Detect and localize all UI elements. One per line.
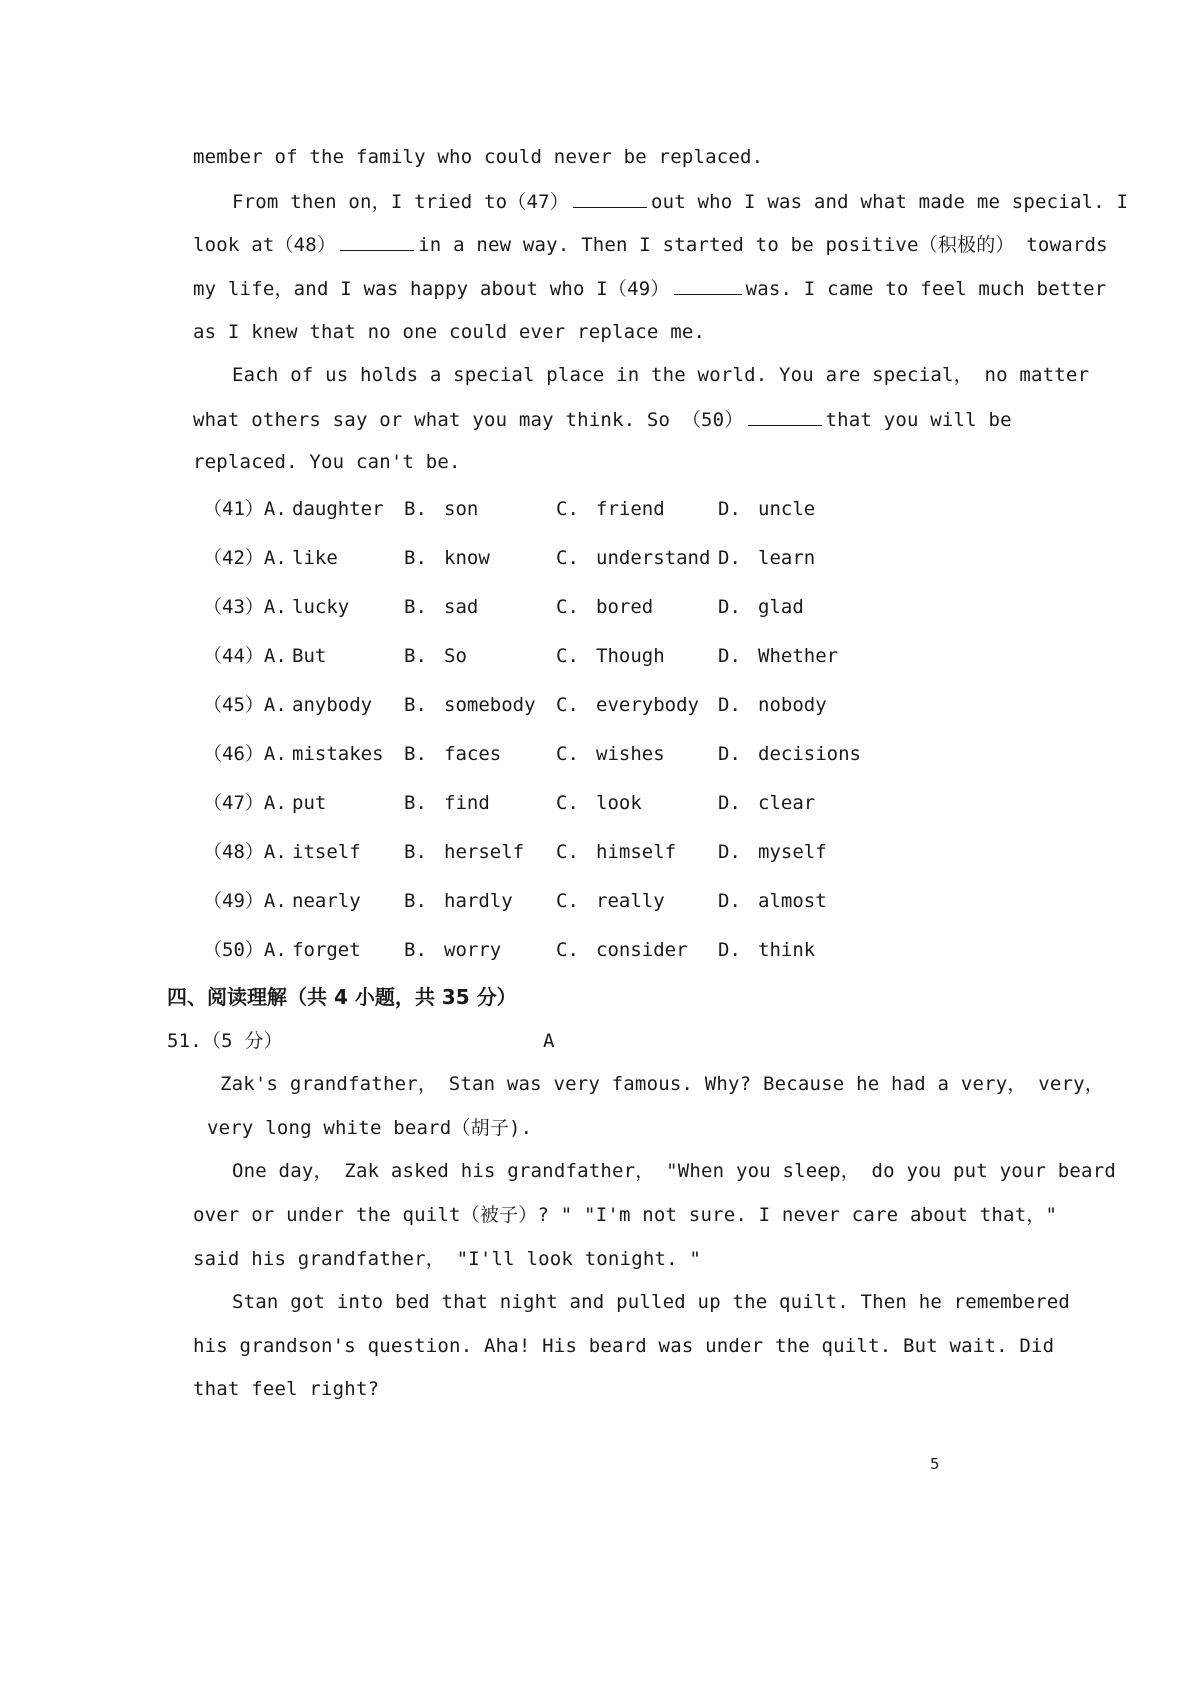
option-letter-b: B. bbox=[404, 596, 427, 618]
option-b: find bbox=[444, 792, 490, 814]
reading-line: over or under the quilt（被子）? " "I'm not sure. I never care about that，" bbox=[193, 1204, 1058, 1226]
option-b: So bbox=[444, 645, 467, 667]
option-a: anybody bbox=[292, 694, 373, 716]
option-b: hardly bbox=[444, 890, 513, 912]
option-letter-c: C. bbox=[556, 792, 579, 814]
passage-line bbox=[193, 276, 1106, 301]
option-number: （46）A. bbox=[203, 743, 287, 765]
passage-line: Each of us holds a special place in the world. You are special， no matter bbox=[232, 364, 1090, 386]
reading-line: Zak's grandfather， Stan was very famous. Why? Because he had a very， very， bbox=[220, 1073, 1104, 1095]
option-c: really bbox=[596, 890, 665, 912]
option-number: （48）A. bbox=[203, 841, 287, 863]
option-a: itself bbox=[292, 841, 361, 863]
option-d: glad bbox=[758, 596, 804, 618]
section-heading: 四、阅读理解（共 4 小题，共 35 分） bbox=[167, 985, 517, 1009]
option-a: put bbox=[292, 792, 327, 814]
passage-line: member of the family who could never be replaced. bbox=[193, 146, 764, 168]
option-b: son bbox=[444, 498, 479, 520]
passage-text: my life，and I was happy about who I（49） bbox=[193, 278, 670, 300]
option-a: daughter bbox=[292, 498, 384, 520]
option-d: clear bbox=[758, 792, 816, 814]
option-letter-d: D. bbox=[718, 743, 741, 765]
option-letter-b: B. bbox=[404, 498, 427, 520]
option-number: （42）A. bbox=[203, 547, 287, 569]
passage-text: what others say or what you may think. So （50） bbox=[193, 409, 744, 431]
reading-line: One day， Zak asked his grandfather， "When you sleep， do you put your beard bbox=[232, 1160, 1116, 1182]
page-number: 5 bbox=[930, 1455, 940, 1473]
option-a: But bbox=[292, 645, 327, 667]
option-c: consider bbox=[596, 939, 688, 961]
option-letter-c: C. bbox=[556, 547, 579, 569]
passage-text: that you will be bbox=[825, 409, 1012, 431]
option-letter-b: B. bbox=[404, 890, 427, 912]
option-letter-c: C. bbox=[556, 498, 579, 520]
option-letter-c: C. bbox=[556, 841, 579, 863]
option-letter-d: D. bbox=[718, 547, 741, 569]
passage-text: in a new way. Then I started to be positive（积极的） towards bbox=[418, 234, 1108, 256]
option-number: （44）A. bbox=[203, 645, 287, 667]
option-c: Though bbox=[596, 645, 665, 667]
option-c: wishes bbox=[596, 743, 665, 765]
option-d: decisions bbox=[758, 743, 861, 765]
passage-line bbox=[232, 189, 1128, 214]
option-c: everybody bbox=[596, 694, 699, 716]
option-d: think bbox=[758, 939, 816, 961]
option-b: know bbox=[444, 547, 490, 569]
option-b: faces bbox=[444, 743, 502, 765]
option-number: （43）A. bbox=[203, 596, 287, 618]
reading-line: said his grandfather， "I'll look tonight. " bbox=[193, 1248, 702, 1270]
option-a: forget bbox=[292, 939, 361, 961]
option-letter-c: C. bbox=[556, 743, 579, 765]
option-b: somebody bbox=[444, 694, 536, 716]
option-d: almost bbox=[758, 890, 827, 912]
option-d: myself bbox=[758, 841, 827, 863]
part-label: A bbox=[543, 1030, 555, 1052]
answer-blank-47 bbox=[573, 189, 647, 208]
option-letter-d: D. bbox=[718, 498, 741, 520]
passage-text: out who I was and what made me special. I bbox=[650, 191, 1129, 213]
option-number: （41）A. bbox=[203, 498, 287, 520]
option-c: look bbox=[596, 792, 642, 814]
option-c: bored bbox=[596, 596, 654, 618]
option-b: herself bbox=[444, 841, 525, 863]
option-a: like bbox=[292, 547, 338, 569]
option-letter-c: C. bbox=[556, 694, 579, 716]
option-letter-d: D. bbox=[718, 645, 741, 667]
option-letter-d: D. bbox=[718, 841, 741, 863]
reading-line: his grandson's question. Aha! His beard was under the quilt. But wait. Did bbox=[193, 1335, 1055, 1357]
option-letter-d: D. bbox=[718, 939, 741, 961]
option-b: worry bbox=[444, 939, 502, 961]
option-letter-d: D. bbox=[718, 792, 741, 814]
question-number: 51.（5 分） bbox=[167, 1030, 283, 1052]
option-d: learn bbox=[758, 547, 816, 569]
option-number: （50）A. bbox=[203, 939, 287, 961]
option-letter-c: C. bbox=[556, 645, 579, 667]
option-letter-b: B. bbox=[404, 694, 427, 716]
option-letter-b: B. bbox=[404, 792, 427, 814]
option-a: mistakes bbox=[292, 743, 384, 765]
option-letter-d: D. bbox=[718, 694, 741, 716]
option-letter-b: B. bbox=[404, 841, 427, 863]
option-a: nearly bbox=[292, 890, 361, 912]
option-number: （47）A. bbox=[203, 792, 287, 814]
option-letter-c: C. bbox=[556, 596, 579, 618]
passage-line: as I knew that no one could ever replace me. bbox=[193, 321, 706, 343]
passage-text: From then on，I tried to（47） bbox=[232, 191, 569, 213]
option-number: （49）A. bbox=[203, 890, 287, 912]
answer-blank-48 bbox=[340, 232, 414, 251]
option-letter-d: D. bbox=[718, 596, 741, 618]
option-number: （45）A. bbox=[203, 694, 287, 716]
passage-text: look at（48） bbox=[193, 234, 337, 256]
option-c: himself bbox=[596, 841, 677, 863]
option-a: lucky bbox=[292, 596, 350, 618]
answer-blank-50 bbox=[748, 407, 822, 426]
option-b: sad bbox=[444, 596, 479, 618]
passage-line bbox=[193, 407, 1012, 432]
passage-line: replaced. You can't be. bbox=[193, 451, 461, 473]
passage-text: was. I came to feel much better bbox=[745, 278, 1107, 300]
option-letter-c: C. bbox=[556, 890, 579, 912]
option-letter-b: B. bbox=[404, 645, 427, 667]
option-d: nobody bbox=[758, 694, 827, 716]
option-letter-b: B. bbox=[404, 547, 427, 569]
option-d: Whether bbox=[758, 645, 839, 667]
option-letter-c: C. bbox=[556, 939, 579, 961]
option-d: uncle bbox=[758, 498, 816, 520]
passage-line bbox=[193, 232, 1108, 257]
option-c: understand bbox=[596, 547, 711, 569]
option-letter-d: D. bbox=[718, 890, 741, 912]
reading-line: Stan got into bed that night and pulled up the quilt. Then he remembered bbox=[232, 1291, 1071, 1313]
option-c: friend bbox=[596, 498, 665, 520]
reading-line: very long white beard（胡子). bbox=[207, 1117, 533, 1139]
option-letter-b: B. bbox=[404, 743, 427, 765]
reading-line: that feel right? bbox=[193, 1378, 380, 1400]
option-letter-b: B. bbox=[404, 939, 427, 961]
answer-blank-49 bbox=[674, 276, 742, 295]
